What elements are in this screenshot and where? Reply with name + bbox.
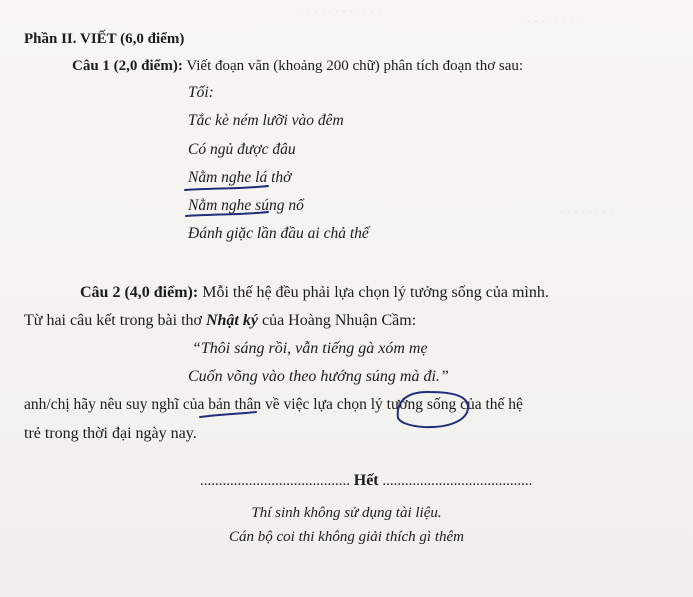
poem-line-4: Nằm nghe lá thở: [188, 169, 292, 186]
quote-line-2: Cuốn võng vào theo hướng súng mà đi.”: [188, 368, 449, 385]
question2-text-2b: của Hoàng Nhuận Cầm:: [257, 312, 417, 329]
question2-line-1: [80, 285, 549, 301]
question2-line-4: trẻ trong thời đại ngày nay.: [24, 425, 197, 442]
question1-heading: Câu 1 (2,0 điểm):: [72, 58, 183, 74]
quote-line-1: “Thôi sáng rồi, vẫn tiếng gà xóm mẹ: [192, 340, 428, 357]
question2-text-2a: Từ hai câu kết trong bài thơ: [24, 312, 206, 329]
question2-line-3: anh/chị hãy nêu suy nghĩ của bản thân về việc lựa chọn lý tưởng sống của thế hệ: [24, 396, 523, 413]
footer-note-2: Cán bộ coi thi không giải thích gì thêm: [229, 529, 464, 545]
poem-line-2: Tắc kè ném lưỡi vào đêm: [188, 112, 344, 129]
poem-line-6: Đánh giặc lần đầu ai chả thế: [188, 225, 369, 242]
exam-page: · · · · · · · · · · · · · · · · · · · · · · · · · · · · · Phần II. VIẾT (6,0 điểm) Câu 1 (2,0 điểm): Viết đoạn văn (khoảng 200 chữ) phân tích đoạn thơ sau: Tối: Tắc kè ném lưỡi vào đêm Có ngủ được đâu Nằm nghe lá thở Nằm nghe súng nổ Đánh giặc lần đầu ai chả thế Câu 2 (4,0 điểm): Mỗi thế hệ đều phải lựa chọn lý tưởng sống của mình. Từ hai câu kết trong bài thơ Nhật ký của Hoàng Nhuận Cầm: “Thôi sáng rồi, vẫn tiếng gà xóm mẹ Cuốn võng vào theo hướng súng mà đi.” anh/chị hãy nêu suy nghĩ của bản thân về việc lựa chọn lý tưởng sống của thế hệ trẻ trong thời đại ngày nay. ........................................ Hết ........................................ Thí sinh không sử dụng tài liệu. Cán bộ coi thi không giải thích gì thêm: [0, 0, 693, 597]
poem-title: Nhật ký: [205, 312, 258, 329]
end-dots-left: ........................................: [200, 473, 350, 489]
question2-line-2: [24, 313, 416, 329]
underline-nam-nghe-1: [185, 186, 268, 190]
question2-text-1: Mỗi thế hệ đều phải lựa chọn lý tưởng sống của mình.: [202, 284, 549, 301]
question1-prompt: Viết đoạn văn (khoảng 200 chữ) phân tích đoạn thơ sau:: [186, 58, 524, 74]
end-label: Hết: [353, 472, 379, 489]
question2-heading: Câu 2 (4,0 điểm):: [80, 284, 199, 301]
poem-line-5: Nằm nghe súng nổ: [188, 197, 304, 214]
end-marker: [200, 473, 532, 489]
footer-note-1: Thí sinh không sử dụng tài liệu.: [251, 505, 442, 521]
poem-line-3: Có ngủ được đâu: [188, 141, 296, 158]
end-dots-right: ........................................: [382, 473, 533, 489]
section-title: Phần II. VIẾT (6,0 điểm): [24, 31, 185, 47]
poem-line-1: Tối:: [188, 84, 214, 101]
question1-line: [72, 59, 523, 74]
